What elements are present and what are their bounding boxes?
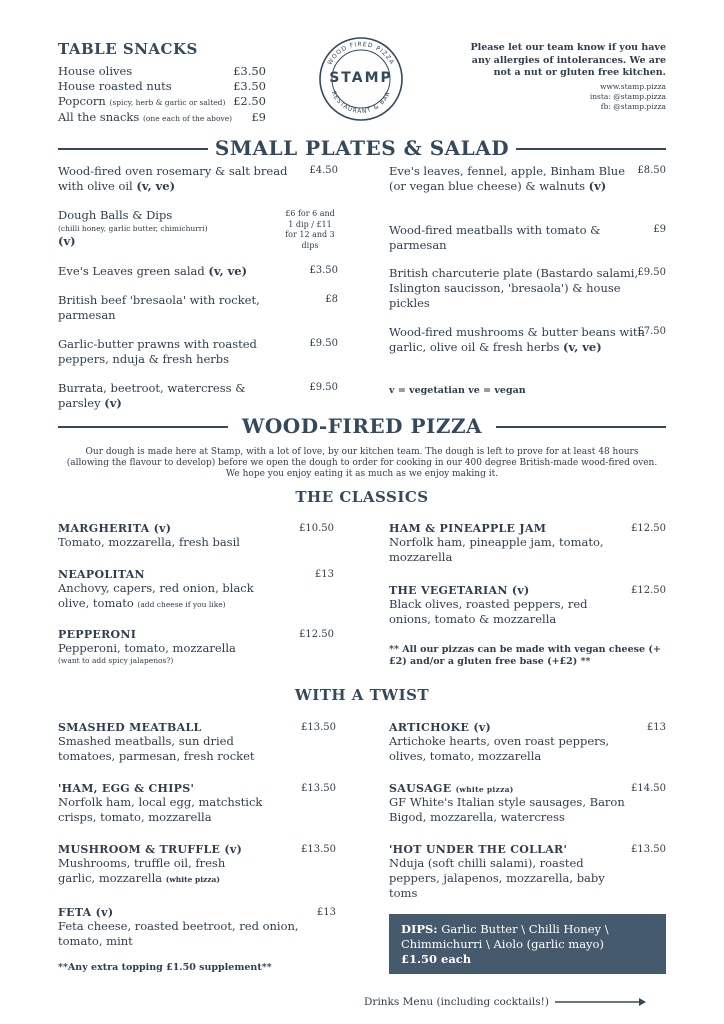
snack-row	[58, 79, 266, 94]
small-plate-item	[389, 266, 639, 311]
logo-bottom-text: RESTAURANT & BAR	[329, 90, 393, 116]
pizza-desc: Feta cheese, roasted beetroot, red onion, tomato, mint	[58, 919, 299, 948]
snack-name: All the snacks	[58, 110, 140, 124]
pizza-desc: Artichoke hearts, oven roast peppers, olives, tomato, mozzarella	[389, 734, 610, 763]
pizza-desc: Tomato, mozzarella, fresh basil	[58, 535, 240, 549]
item-tag: (v)	[58, 234, 76, 248]
small-plate-item	[58, 264, 306, 279]
pizza-title: WOOD-FIRED PIZZA	[241, 414, 483, 438]
pizza-intro: Our dough is made here at Stamp, with a lot of love, by our kitchen team. The dough is left to prove for at least 48 hours (allowing the flavour to develop) before we open the dough to order for cooking in our 400 degree British-made wood-fired oven. We hope you enjoy eating it as much as we enjoy making it.	[66, 447, 658, 479]
small-plate-item	[389, 325, 665, 355]
dips-items: Garlic Butter \ Chilli Honey \ Chimmichurri \ Aiolo (garlic mayo)	[401, 922, 609, 951]
item-tag: (v, ve)	[208, 264, 248, 278]
pizza-price: £13	[314, 569, 334, 580]
pizza-price: £12.50	[631, 523, 666, 534]
item-desc: Wood-fired meatballs with tomato & parmesan	[389, 223, 601, 252]
snack-note: (spicy, herb & garlic or salted)	[109, 98, 226, 107]
pizza-price: £10.50	[299, 523, 334, 534]
pizza-desc: Black olives, roasted peppers, red onions, tomato & mozzarella	[389, 597, 588, 626]
pizza-desc: Mushrooms, truffle oil, fresh garlic, mozzarella	[58, 856, 226, 885]
item-price: £3.50	[309, 265, 338, 276]
snack-price: £3.50	[233, 79, 266, 93]
item-desc: Dough Balls & Dips	[58, 208, 173, 222]
vegan-note: ** All our pizzas can be made with vegan cheese (+£2) and/or a gluten free base (+£2) **	[389, 644, 661, 667]
snack-price: £2.50	[233, 94, 266, 108]
pizza-price: £13	[316, 907, 336, 918]
small-plate-item	[58, 293, 268, 323]
snack-row	[58, 110, 266, 126]
pizza-name: ARTICHOKE	[389, 721, 470, 734]
small-plate-item	[389, 223, 637, 253]
pizza-item	[389, 522, 629, 565]
item-price: £7.50	[637, 326, 666, 337]
item-desc: British charcuterie plate (Bastardo salami, Islington saucisson, 'bresaola') & house pickles	[389, 266, 639, 310]
logo-name: STAMP	[329, 70, 393, 86]
pizza-note: (white pizza)	[455, 785, 514, 794]
pizza-name: 'HOT UNDER THE COLLAR'	[389, 843, 568, 856]
pizza-name: THE VEGETARIAN	[389, 584, 508, 597]
arrow-right-icon	[555, 997, 647, 1007]
item-price: £9.50	[637, 267, 666, 278]
small-plate-item	[389, 164, 625, 194]
snack-price: £3.50	[233, 64, 266, 78]
pizza-price: £13.50	[631, 844, 666, 855]
snack-row	[58, 94, 266, 110]
pizza-item	[58, 782, 294, 825]
pizza-name: MUSHROOM & TRUFFLE	[58, 843, 221, 856]
pizza-price: £14.50	[631, 783, 666, 794]
item-desc: Garlic-butter prawns with roasted peppers, nduja & fresh herbs	[58, 337, 257, 366]
item-tag: (v)	[588, 179, 607, 193]
item-desc: Wood-fired oven rosemary & salt bread with olive oil	[58, 164, 288, 193]
item-price: £8.50	[637, 165, 666, 176]
pizza-note: (add cheese if you like)	[137, 600, 226, 609]
pizza-desc: Nduja (soft chilli salami), roasted peppers, jalapenos, mozzarella, baby toms	[389, 856, 605, 900]
pizza-price: £12.50	[631, 585, 666, 596]
drinks-menu-link[interactable]	[364, 993, 670, 1011]
small-plates-title: SMALL PLATES & SALAD	[214, 136, 510, 160]
snack-name: House olives	[58, 64, 133, 78]
snack-note: (one each of the above)	[142, 114, 233, 123]
pizza-desc: Anchovy, capers, red onion, black olive, tomato	[58, 581, 254, 610]
logo-top-text: WOOD FIRED PIZZA	[326, 40, 396, 67]
snack-name: House roasted nuts	[58, 79, 172, 93]
item-tag: (v, ve)	[136, 179, 176, 193]
item-price: £8	[325, 294, 338, 305]
pizza-price: £13.50	[301, 783, 336, 794]
allergy-notice: Please let our team know if you have any allergies of intolerances. We are not a nut or gluten free kitchen.	[470, 42, 666, 78]
pizza-note: (want to add spicy jalapenos?)	[58, 656, 174, 665]
pizza-name: HAM & PINEAPPLE JAM	[389, 522, 547, 535]
pizza-desc: Norfolk ham, pineapple jam, tomato, mozzarella	[389, 535, 604, 564]
diet-legend: v = vegetatian ve = vegan	[389, 385, 526, 396]
item-sub: (chilli honey, garlic butter, chimichurri)	[58, 224, 208, 233]
dips-box	[389, 914, 666, 974]
pizza-note: (white pizza)	[165, 875, 220, 884]
pizza-desc: Smashed meatballs, sun dried tomatoes, parmesan, fresh rocket	[58, 734, 255, 763]
pizza-tag: (v)	[511, 584, 530, 597]
snack-name: Popcorn	[58, 94, 106, 108]
pizza-item	[58, 568, 284, 612]
item-price: £9.50	[309, 338, 338, 349]
item-desc: Eve's leaves, fennel, apple, Binham Blue (or vegan blue cheese) & walnuts	[389, 164, 626, 193]
small-plate-item	[58, 337, 308, 367]
small-plate-item	[58, 381, 268, 411]
pizza-desc: Norfolk ham, local egg, matchstick crisps, tomato, mozzarella	[58, 795, 263, 824]
pizza-item	[58, 906, 328, 949]
pizza-name: NEAPOLITAN	[58, 568, 145, 581]
pizza-tag: (v)	[153, 522, 172, 535]
pizza-name: 'HAM, EGG & CHIPS'	[58, 782, 195, 795]
snack-row	[58, 64, 266, 79]
item-price: £9	[653, 224, 666, 235]
social-links	[520, 82, 666, 112]
extra-topping-note: **Any extra topping £1.50 supplement**	[58, 962, 272, 973]
pizza-price: £13.50	[301, 722, 336, 733]
item-desc: British beef 'bresaola' with rocket, parmesan	[58, 293, 260, 322]
pizza-name: FETA	[58, 906, 92, 919]
item-price: £4.50	[309, 165, 338, 176]
pizza-item	[389, 843, 623, 901]
twist-title: WITH A TWIST	[294, 686, 430, 704]
item-tag: (v)	[104, 396, 122, 410]
website-link[interactable]: www.stamp.pizza	[600, 82, 666, 91]
small-plate-item	[58, 208, 280, 249]
snack-price: £9	[251, 110, 266, 124]
pizza-item	[58, 721, 286, 764]
pizza-tag: (v)	[95, 906, 114, 919]
pizza-item	[389, 584, 621, 627]
fb-link[interactable]: fb: @stamp.pizza	[600, 102, 666, 111]
pizza-item	[389, 721, 625, 764]
pizza-name: SAUSAGE	[389, 782, 452, 795]
pizza-desc: Pepperoni, tomato, mozzarella	[58, 641, 236, 655]
divider	[58, 148, 208, 150]
pizza-name: SMASHED MEATBALL	[58, 721, 202, 734]
dips-price: £1.50 each	[401, 952, 472, 966]
divider	[58, 426, 228, 428]
divider	[516, 148, 666, 150]
pizza-price: £13	[646, 722, 666, 733]
pizza-price: £12.50	[299, 629, 334, 640]
insta-link[interactable]: insta: @stamp.pizza	[589, 92, 666, 101]
divider	[496, 426, 666, 428]
table-snacks-title: TABLE SNACKS	[58, 40, 198, 58]
drinks-menu-label: Drinks Menu (including cocktails!)	[364, 996, 549, 1008]
stamp-logo	[318, 36, 404, 122]
dips-label: DIPS:	[401, 922, 438, 936]
pizza-name: PEPPERONI	[58, 628, 137, 641]
pizza-tag: (v)	[224, 843, 243, 856]
item-desc: Wood-fired mushrooms & butter beans with garlic, olive oil & fresh herbs	[389, 325, 645, 354]
classics-title: THE CLASSICS	[295, 488, 429, 506]
pizza-tag: (v)	[473, 721, 492, 734]
item-price: £9.50	[309, 382, 338, 393]
pizza-name: MARGHERITA	[58, 522, 150, 535]
small-plate-item	[58, 164, 306, 194]
pizza-item	[58, 843, 264, 887]
pizza-item	[389, 782, 639, 825]
item-tag: (v, ve)	[563, 340, 602, 354]
item-desc: Eve's Leaves green salad	[58, 264, 205, 278]
svg-text:RESTAURANT & BAR	[330, 90, 392, 115]
item-price: £6 for 6 and 1 dip / £11 for 12 and 3 dips	[285, 209, 335, 250]
pizza-desc: GF White's Italian style sausages, Baron Bigod, mozzarella, watercress	[389, 795, 625, 824]
table-snacks-list	[58, 64, 266, 126]
pizza-price: £13.50	[301, 844, 336, 855]
item-desc: Burrata, beetroot, watercress & parsley	[58, 381, 246, 410]
